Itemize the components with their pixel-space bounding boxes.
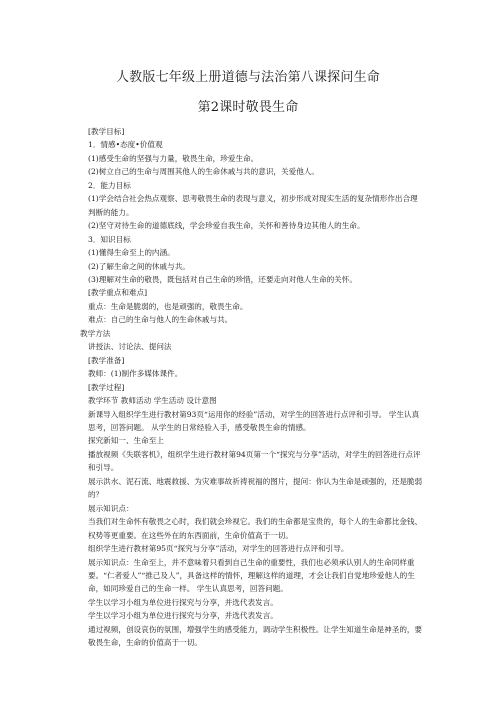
- text-line: (2)了解生命之间的休戚与共。: [88, 261, 190, 271]
- text-line: 重点：生命是脆弱的，也是顽强的，敬畏生命。: [88, 301, 248, 311]
- text-line: (2)树立自己的生命与周围其他人的生命休戚与共的意识，关爱他人。: [88, 167, 319, 177]
- text-line: [教学重点和难点]: [88, 288, 148, 298]
- document-title: 人教版七年级上册道德与法治第八课探问生命: [115, 70, 380, 85]
- text-line: [教学准备]: [88, 355, 125, 365]
- text-line: 1．情感•态度•价值观: [88, 140, 163, 150]
- text-line: (1)感受生命的坚强与力量，敬畏生命，珍爱生命。: [88, 153, 259, 163]
- text-line: 播放视频《失联客机》，组织学生进行教材第94页第一个“探究与分享”活动，对学生的回答进行点评和引导。: [88, 449, 421, 473]
- text-line: 难点：自己的生命与他人的生命休戚与共。: [88, 315, 233, 325]
- text-line: 组织学生进行教材第95页“探究与分享”活动，对学生的回答进行点评和引导。: [88, 544, 349, 554]
- text-line: [教学目标]: [88, 127, 125, 136]
- text-line: 教师：(1)制作多媒体课件。: [88, 369, 183, 379]
- text-line: [教学过程]: [88, 382, 125, 392]
- text-line: (2)坚守对待生命的道德底线，学会珍爱自我生命，关怀和善待身边其他人的生命。: [88, 221, 365, 231]
- text-line: 讲授法、讨论法、提问法: [88, 342, 172, 352]
- text-line: (1)学会结合社会热点观察、思考敬畏生命的表现与意义，初步形成对现实生活的复杂情形作出合理判断的能力。: [88, 194, 418, 217]
- text-line: 探究新知一、生命至上: [88, 436, 164, 446]
- text-line: 当我们对生命怀有敬畏之心时，我们就会珍视它。我们的生命都是宝贵的，每个人的生命都比金钱、权势等更重要。在这些外在的东西面前，生命价值高于一切。: [88, 517, 423, 540]
- text-line: 教学环节 教师活动 学生活动 设计意图: [88, 396, 217, 406]
- document-subtitle: 第2课时敬畏生命: [197, 100, 299, 115]
- text-line: 3．知识目标: [88, 234, 131, 244]
- text-line: (1)懂得生命至上的内涵。: [88, 248, 175, 258]
- document-body: [80, 125, 423, 650]
- text-line: 展示知识点：: [88, 503, 134, 513]
- text-line: 教学方法: [80, 328, 111, 338]
- text-line: (3)理解对生命的敬畏，既包括对自己生命的珍惜，还要走向对他人生命的关怀。: [88, 274, 357, 284]
- text-line: 展示知识点：生命至上，并不意味着只看到自己生命的重要性，我们也必须承认别人的生命同样重要。“仁者爱人”“推己及人”，具备这样的情怀，理解这样的道理，才会让我们自觉地珍爱他人的生命，如同珍爱自己的生命一样。 学生认真思考，回答问题。: [88, 557, 415, 594]
- text-line: 新课导入组织学生进行教材第93页“运用你的经验”活动，对学生的回答进行点评和引导。 学生认真思考，回答问题。 从学生的日常经验入手，感受敬畏生命的情感。: [88, 409, 420, 432]
- text-line: 通过视频，创设哀伤的氛围，增强学生的感受能力，调动学生积极性。让学生知道生命是神圣的，要敬畏生命，生命的价值高于一切。: [88, 624, 423, 648]
- text-line: 学生以学习小组为单位进行探究与分享，并选代表发言。: [88, 597, 278, 607]
- text-line: 学生以学习小组为单位进行探究与分享，并选代表发言。: [88, 611, 278, 621]
- text-line: 展示洪水、泥石流、地震救援、为灾难事故祈祷祝福的图片，提问：你认为生命是顽强的，还是脆弱的？: [88, 476, 423, 500]
- text-line: 2．能力目标: [88, 180, 131, 190]
